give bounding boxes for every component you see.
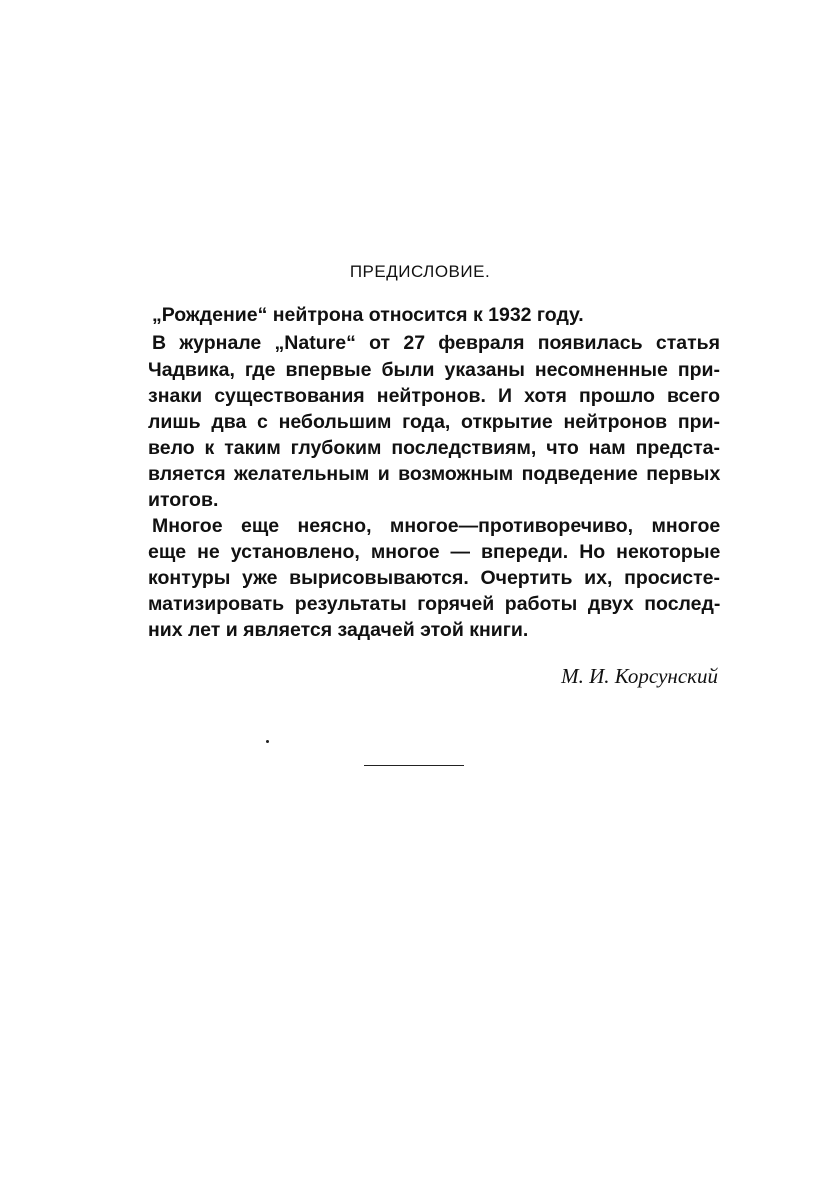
paragraph-2-line-6: вляется желательным и возможным подведение первых xyxy=(148,463,721,485)
paragraph-3-line-2: еще не установлено, многое — впереди. Но некоторые xyxy=(148,541,721,563)
paragraph-2-line-4: лишь два с небольшим года, открытие нейтронов при- xyxy=(148,411,720,433)
paragraph-2-line-7: итогов. xyxy=(148,489,219,511)
print-speck xyxy=(266,740,269,743)
paragraph-1-line-1: „Рождение“ нейтрона относится к 1932 году. xyxy=(152,304,584,326)
page-title: ПРЕДИСЛОВИЕ. xyxy=(349,262,491,281)
paragraph-3-line-3: контуры уже вырисовываются. Очертить их, просисте- xyxy=(148,567,720,589)
section-divider xyxy=(364,765,464,766)
paragraph-3-line-5: них лет и является задачей этой книги. xyxy=(148,619,529,641)
paragraph-2-line-1: В журнале „Nature“ от 27 февраля появилась статья xyxy=(152,332,721,354)
paragraph-2-line-2: Чадвика, где впервые были указаны несомненные при- xyxy=(148,359,720,381)
paragraph-3-line-1: Многое еще неясно, многое—противоречиво, многое xyxy=(152,515,721,537)
paragraph-2-line-5: вело к таким глубоким последствиям, что нам предста- xyxy=(148,437,720,459)
author-signature: М. И. Корсунский xyxy=(561,664,718,688)
paragraph-3-line-4: матизировать результаты горячей работы двух послед- xyxy=(148,593,721,615)
paragraph-2-line-3: знаки существования нейтронов. И хотя прошло всего xyxy=(148,385,720,407)
